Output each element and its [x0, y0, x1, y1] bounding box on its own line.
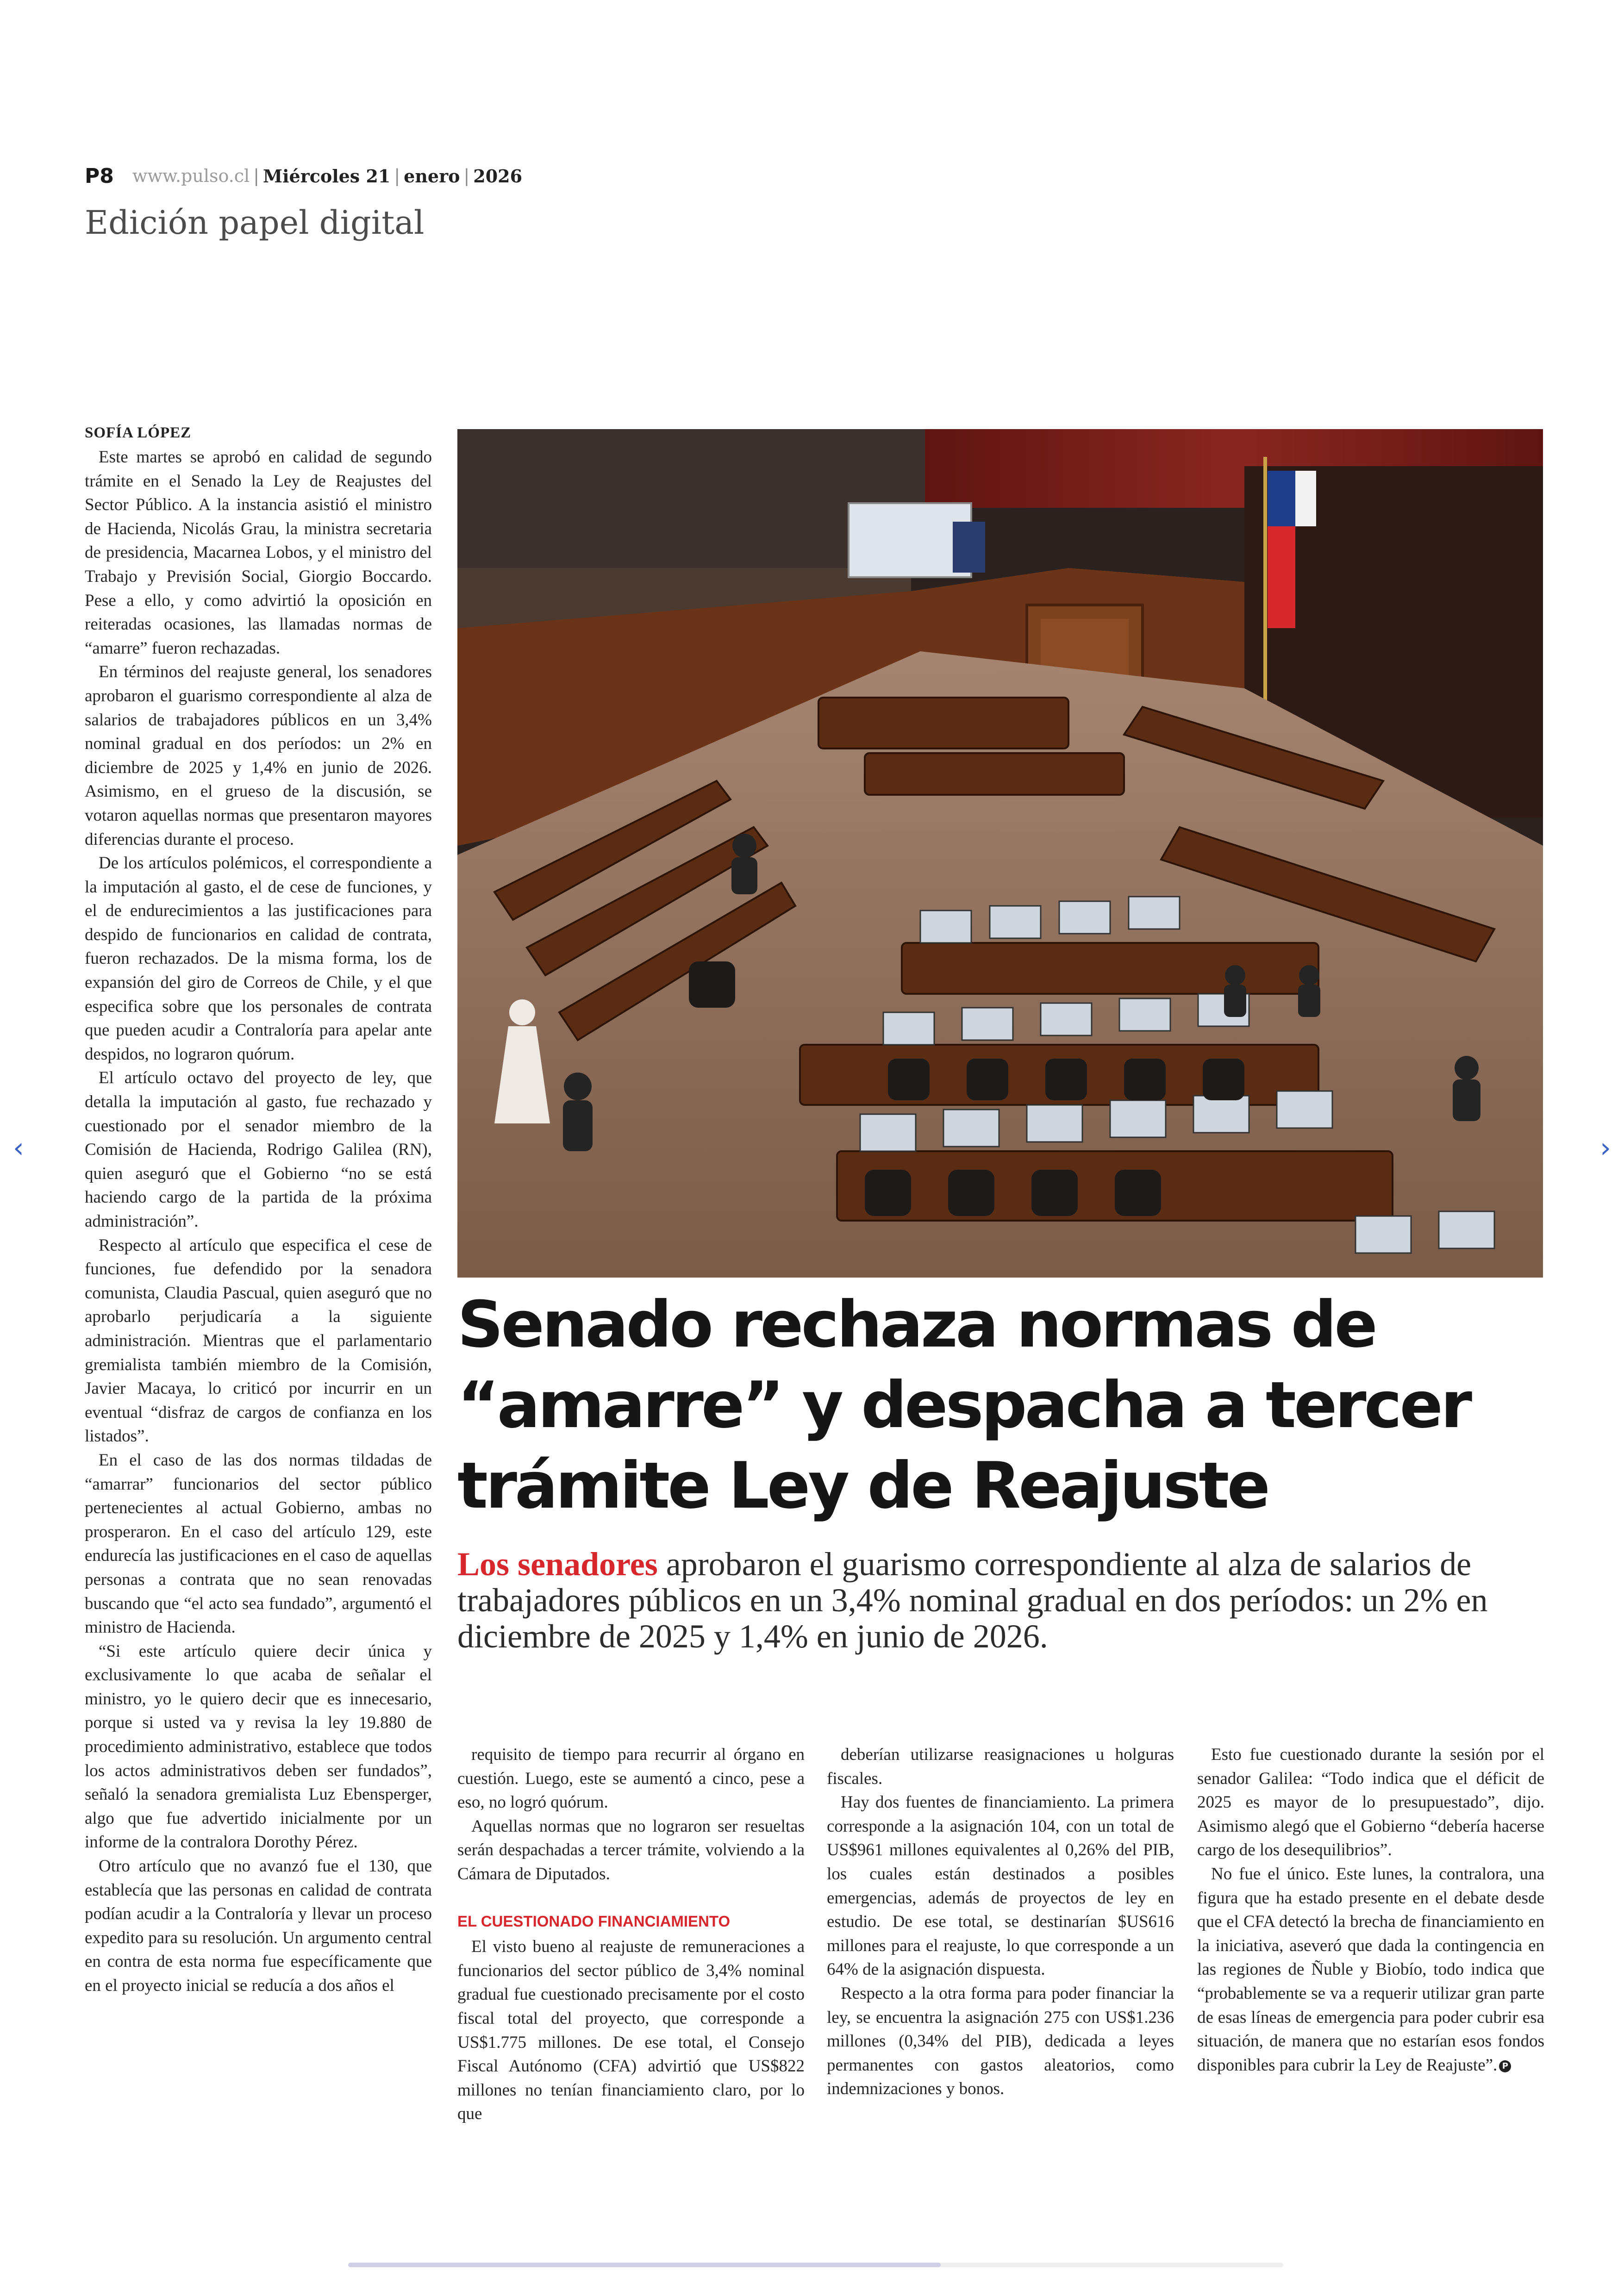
article-column-4: [1197, 1743, 1544, 2077]
paragraph: Otro artículo que no avanzó fue el 130, que establecía que las personas en calidad de contrata podían acudir a la Contraloría y llevar un proceso expedito para su resolución. Un argumento central en contra de esta norma fue específicamente que en el proyecto inicial se reducía a dos años el: [85, 1857, 432, 1995]
article-deck: [457, 1546, 1550, 1654]
paragraph: No fue el único. Este lunes, la contralora, una figura que ha estado presente en el debate desde que el CFA detectó la brecha de financiamiento en la iniciativa, aseveró que dada la contingencia en las regiones de Ñuble y Biobío, todo indica que “probablemente se va a requerir utilizar gran parte de esas líneas de emergencia para poder cubrir esa situación, de manera que no estarían esos fondos disponibles para cubrir la Ley de Reajuste”. P: [1197, 1864, 1544, 2075]
paragraph: requisito de tiempo para recurrir al órgano en cuestión. Luego, este se aumentó a cinco, pese a eso, no logró quórum.: [457, 1745, 805, 1812]
paragraph: deberían utilizarse reasignaciones u holguras fiscales.: [827, 1745, 1174, 1788]
paragraph: Aquellas normas que no lograron ser resueltas serán despachadas a tercer trámite, volviendo a la Cámara de Diputados.: [457, 1816, 805, 1883]
separator: |: [394, 166, 400, 186]
separator: |: [463, 166, 470, 186]
paragraph: En términos del reajuste general, los senadores aprobaron el guarismo correspondiente al alza de salarios de trabajadores públicos en un 3,4% nominal gradual en dos períodos: un 2% en diciembre de 2025 y 1,4% en junio de 2026. Asimismo, en el grueso de la discusión, se votaron aquellas normas que presentaron mayores diferencias durante el proceso.: [85, 662, 432, 849]
paragraph: De los artículos polémicos, el correspondiente a la imputación al gasto, el de cese de funciones, y el de endurecimientos a las justificaciones para despido de funcionarios en calidad de contrata, fueron rechazados. De la misma forma, los de expansión del giro de Correos de Chile, y el que especifica sobre que los personales de contrata que pueden acudir a Contraloría para apelar ante despidos, no lograron quórum.: [85, 854, 432, 1064]
paragraph: “Si este artículo quiere decir única y exclusivamente lo que acaba de señalar el ministro, yo le quiero decir que es innecesario, porque si usted va y revisa la ley 19.880 de procedimiento administrativo, establece que todos los actos administrativos deben ser fundados”, señaló la senadora gremialista Luz Ebensperger, algo que fue advertido inicialmente por un informe de la contralora Dorothy Pérez.: [85, 1641, 432, 1852]
paragraph: Esto fue cuestionado durante la sesión por el senador Galilea: “Todo indica que el déficit de 2025 es mayor de lo presupuestado”, dijo. Asimismo alegó que el Gobierno “debería hacerse cargo de los desequilibrios”.: [1197, 1745, 1544, 1860]
article-column-3: [827, 1743, 1174, 2101]
paragraph: El artículo octavo del proyecto de ley, que detalla la imputación al gasto, fue rechazado y cuestionado por el senador miembro de la Comisión de Hacienda, Rodrigo Galilea (RN), quien aseguró que el Gobierno “no se está haciendo cargo de la partida de la próxima administración”.: [85, 1068, 432, 1231]
page-number: P8: [85, 164, 114, 188]
date-weekday-day: Miércoles 21: [263, 165, 391, 187]
scrollbar-thumb[interactable]: [348, 2263, 941, 2267]
next-page-arrow-icon[interactable]: ›: [1600, 1132, 1611, 1164]
article-photo: [457, 429, 1543, 1278]
end-mark-icon: P: [1499, 2060, 1511, 2072]
site-url[interactable]: www.pulso.cl: [132, 166, 250, 186]
article-column-2: [457, 1743, 805, 2126]
paragraph: Hay dos fuentes de financiamiento. La primera corresponde a la asignación 104, con un total de US$961 millones equivalentes al 0,26% del PIB, los cuales están destinados a posibles emergencias, además de proyectos de ley en estudio. De ese total, se destinarían $US616 millones para el reajuste, lo que corresponde a un 64% de la asignación dispuesta.: [827, 1793, 1174, 1979]
edition-title: Edición papel digital: [85, 204, 425, 242]
paragraph: Este martes se aprobó en calidad de segundo trámite en el Senado la Ley de Reajustes del Sector Público. A la instancia asistió el ministro de Hacienda, Nicolás Grau, la ministra secretaria de presidencia, Macarnea Lobos, y el ministro del Trabajo y Previsión Social, Giorgio Boccardo. Pese a ello, y como advirtió la oposición en reiteradas ocasiones, las llamadas normas de “amarre” fueron rechazadas.: [85, 448, 432, 658]
paragraph: Respecto a la otra forma para poder financiar la ley, se encuentra la asignación 275 con US$1.236 millones (0,34% del PIB), dedicada a leyes permanentes con gastos aleatorios, como indemnizaciones y bonos.: [827, 1983, 1174, 2099]
date-year: 2026: [473, 165, 523, 187]
deck-lead: Los senadores: [457, 1546, 658, 1583]
section-subhead: EL CUESTIONADO FINANCIAMIENTO: [457, 1912, 731, 1930]
paragraph: En el caso de las dos normas tildadas de “amarrar” funcionarios del sector público pertenecientes al actual Gobierno, ambas no prosperaron. En el caso del artículo 129, este endurecía las justificaciones en el caso de aquellas personas a contrata que no sean renovadas buscando que “el acto sea fundado”, argumentó el ministro de Hacienda.: [85, 1450, 432, 1637]
date-month: enero: [404, 165, 460, 187]
deck-text: aprobaron el guarismo correspondiente al alza de salarios de trabajadores públicos en un 3,4% nominal gradual en dos períodos: un 2% en diciembre de 2025 y 1,4% en junio de 2026.: [457, 1546, 1488, 1655]
previous-page-arrow-icon[interactable]: ‹: [13, 1132, 24, 1164]
byline: SOFÍA LÓPEZ: [85, 424, 192, 441]
paragraph: Respecto al artículo que especifica el cese de funciones, fue defendido por la senadora comunista, Claudia Pascual, quien aseguró que no aprobarlo perjudicaría a la siguiente administración. Mientras que el parlamentario gremialista también miembro de la Comisión, Javier Macaya, lo criticó por incurrir en un eventual “disfraz de cargos de confianza en los listados”.: [85, 1235, 432, 1446]
paragraph: El visto bueno al reajuste de remuneraciones a funcionarios del sector público de 3,4% nominal gradual fue cuestionado precisamente por el costo fiscal total del proyecto, que corresponde a US$1.775 millones. De ese total, el Consejo Fiscal Autónomo (CFA) advirtió que US$822 millones no tenían financiamiento claro, por lo que: [457, 1937, 805, 2124]
headline: Senado rechaza normas de “amarre” y despacha a tercer trámite Ley de Reajuste: [457, 1287, 1470, 1523]
page-header: [85, 160, 687, 192]
separator: |: [253, 166, 260, 186]
article-column-1: [85, 445, 432, 1998]
